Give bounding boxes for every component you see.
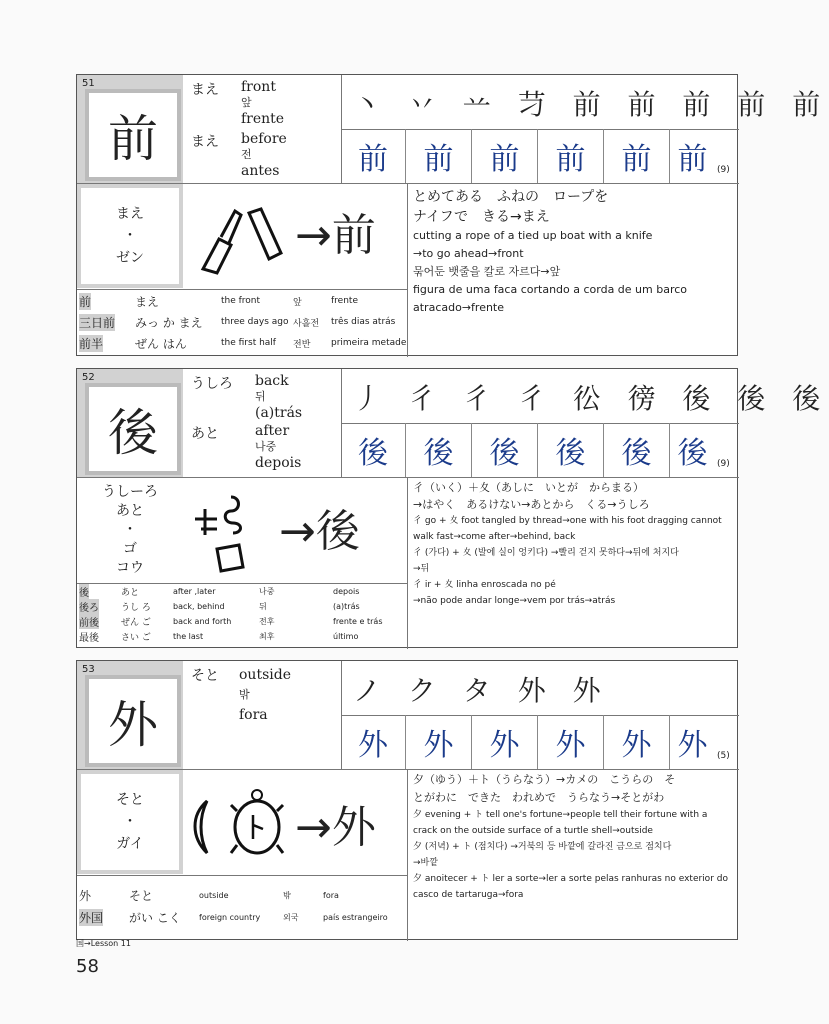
kanji-header-box <box>77 661 183 769</box>
vocab-list <box>77 583 407 649</box>
meaning-ko: 앞 <box>241 96 252 109</box>
kanji-header-box <box>77 75 183 183</box>
explanation-ko: 夕 (저녁) + ト (점치다) →거북의 등 바깥에 갈라진 금으로 점치다 <box>413 842 672 852</box>
meaning-reading: あと <box>191 426 219 442</box>
vocab-pt: (a)trás <box>333 601 360 611</box>
vocab-list <box>77 289 407 357</box>
vocab-pt: depois <box>333 586 360 596</box>
handwritten-kanji: 後 <box>471 423 537 477</box>
meaning-en: before <box>241 131 287 147</box>
meaning-reading: まえ <box>191 82 219 98</box>
handwritten-kanji: 後 <box>537 423 603 477</box>
handwritten-kanji: 前 <box>405 129 471 183</box>
meaning-reading: まえ <box>191 134 219 150</box>
explanation-en: →to go ahead→front <box>413 247 524 260</box>
ideograph-illustration <box>187 485 407 581</box>
ideograph-illustration <box>191 191 401 281</box>
vocab-pt: frente e trás <box>333 616 383 626</box>
vocab-word: 前 <box>79 294 92 309</box>
reading-kun: うしーろ <box>102 483 158 500</box>
kanji-card-53 <box>76 660 738 940</box>
vocab-reading: がい こく <box>129 910 181 925</box>
explanation-pt: 夕 anoitecer + ト ler a sorte→ler a sorte pelas ranhuras no exterior do <box>413 874 728 884</box>
vocab-row <box>77 583 407 599</box>
explanation-pt: 彳 ir + 夊 linha enroscada no pé <box>413 580 556 590</box>
vocab-row <box>77 628 407 644</box>
meaning-pt: frente <box>241 111 285 127</box>
reading-on: コウ <box>116 559 144 576</box>
meaning-en: after <box>255 423 290 439</box>
handwritten-kanji: 前 <box>603 129 669 183</box>
vocab-en: outside <box>199 890 229 900</box>
explanation-jp: →はやく あるけない→あとから くる→うしろ <box>413 498 650 511</box>
handwritten-kanji: 外 <box>405 715 471 769</box>
handwritten-kanji: 後 <box>669 423 715 477</box>
stroke-order: ノ ク タ 外 外 <box>353 674 610 707</box>
reading-separator: ・ <box>123 228 137 244</box>
explanation-pt: figura de uma faca cortando a corda de um barco <box>413 283 688 296</box>
explanation-pt: casco de tartaruga→fora <box>413 890 524 900</box>
vocab-pt: último <box>333 631 359 641</box>
explanation-ko: 묶어둔 뱃줄을 칼로 자르다→앞 <box>413 265 561 278</box>
ideograph-arrow-kanji: →後 <box>279 506 360 557</box>
reading-kun: まえ <box>116 206 144 222</box>
handwritten-practice-row <box>341 715 739 769</box>
handwritten-kanji: 外 <box>603 715 669 769</box>
footnote: 国→Lesson 11 <box>76 939 131 948</box>
vocab-ko: 전반 <box>293 339 311 350</box>
vocab-word: 外 <box>79 888 92 903</box>
vocab-pt: frente <box>331 296 358 306</box>
vocab-word: 後 <box>79 584 89 599</box>
meaning-pt: antes <box>241 163 280 179</box>
handwritten-practice-row <box>341 129 739 183</box>
kanji-header-box <box>77 369 183 477</box>
ideograph-arrow-kanji: →外 <box>295 802 376 853</box>
handwritten-kanji: 外 <box>358 728 388 763</box>
explanation-en: 夕 evening + ト tell one's fortune→people tell their fortune with a <box>413 810 708 820</box>
handwritten-kanji: 後 <box>603 423 669 477</box>
reading-on: ゴ <box>123 540 137 557</box>
explanation-en: cutting a rope of a tied up boat with a knife <box>413 229 653 242</box>
vocab-row <box>77 312 407 332</box>
explanation-en: crack on the outside surface of a turtle shell→outside <box>413 826 653 836</box>
reading-kun: そと <box>116 792 144 808</box>
vocab-ko: 외국 <box>283 912 299 922</box>
vocab-reading: まえ <box>135 294 160 309</box>
vocab-reading: みっ か まえ <box>135 315 203 330</box>
vocab-word: 後ろ <box>79 599 99 614</box>
meaning-ko: 나중 <box>255 440 277 453</box>
stroke-order: 丶 丷 䒑 䒒 前 前 前 前 前 <box>353 88 829 121</box>
vocab-reading: ぜん はん <box>135 336 187 351</box>
explanation-jp: ナイフで きる→まえ <box>413 209 550 225</box>
meaning-pt: fora <box>239 707 268 723</box>
vocab-word: 前後 <box>79 614 99 629</box>
kanji-card-52 <box>76 368 829 648</box>
vocab-reading: ぜん ご <box>121 617 151 628</box>
explanation <box>413 479 735 609</box>
meanings <box>189 79 339 179</box>
reading-kun: あと <box>116 502 144 519</box>
explanation-ko: →바깥 <box>413 858 438 868</box>
meaning-ko: 뒤 <box>255 390 266 403</box>
entry-number: 51 <box>82 78 95 89</box>
explanation-pt: →não pode andar longe→vem por trás→atrás <box>413 596 616 606</box>
vocab-word: 最後 <box>79 632 99 644</box>
vocab-en: back and forth <box>173 616 232 626</box>
stroke-order: 丿 彳 彳 彳 彸 徬 後 後 後 <box>353 382 829 415</box>
stroke-count: (9) <box>717 165 730 175</box>
entry-number: 52 <box>82 372 95 383</box>
handwritten-kanji: 外 <box>669 715 715 769</box>
vocab-en: the last <box>173 631 204 641</box>
explanation-jp: とがわに できた われめで うらなう→そとがわ <box>413 791 665 804</box>
vocab-pt: fora <box>323 890 339 900</box>
meaning-pt: depois <box>255 455 302 471</box>
handwritten-kanji: 前 <box>358 142 388 177</box>
handwritten-kanji: 後 <box>358 436 388 471</box>
explanation-en: 彳 go + 夊 foot tangled by thread→one with his foot dragging cannot <box>413 516 722 526</box>
vocab-en: the front <box>221 296 261 306</box>
explanation-pt: atracado→frente <box>413 301 505 314</box>
vocab-ko: 밖 <box>283 890 291 900</box>
vocab-reading: さい ご <box>121 632 151 643</box>
meaning-reading: そと <box>191 668 219 684</box>
vocab-en: foreign country <box>199 912 261 922</box>
meaning-ko: 밖 <box>239 688 250 701</box>
handwritten-kanji: 外 <box>471 715 537 769</box>
handwritten-kanji: 前 <box>471 129 537 183</box>
handwritten-kanji: 後 <box>405 423 471 477</box>
vocab-ko: 사흘전 <box>293 318 320 329</box>
vocab-ko: 앞 <box>293 297 302 308</box>
vocab-row <box>77 885 407 905</box>
vocab-row <box>77 333 407 353</box>
vocab-en: three days ago <box>221 317 289 327</box>
explanation-ko: 彳 (가다) + 夊 (발에 실이 엉키다) →빨리 걷지 못하다→뒤에 처지다 <box>413 548 679 558</box>
vocab-ko: 나중 <box>259 586 275 596</box>
kanji-character: 後 <box>85 383 181 475</box>
reading-on: ゼン <box>116 250 144 266</box>
tangled-foot-illustration <box>187 489 277 579</box>
explanation-jp: 夕（ゆう）＋ト（うらなう）→カメの こうらの そ <box>413 773 676 786</box>
stroke-count: (5) <box>717 751 730 761</box>
meaning-en: outside <box>239 667 291 683</box>
vocab-row <box>77 291 407 311</box>
reading-on: ガイ <box>116 836 144 852</box>
vocab-pt: primeira metade <box>331 338 407 348</box>
vocab-en: back, behind <box>173 601 225 611</box>
vocab-word: 外国 <box>79 910 104 925</box>
vocab-reading: そと <box>129 888 154 903</box>
kanji-card-51 <box>76 74 829 356</box>
knife-boat-illustration <box>191 199 291 279</box>
kanji-character: 外 <box>85 675 181 767</box>
handwritten-kanji: 前 <box>537 129 603 183</box>
readings-box <box>77 770 183 874</box>
reading-separator: ・ <box>123 814 137 830</box>
vocab-reading: あと <box>121 587 140 598</box>
explanation-ko: →뒤 <box>413 564 430 574</box>
reading-separator: ・ <box>123 521 137 538</box>
vocab-row <box>77 907 407 927</box>
kanji-character: 前 <box>85 89 181 181</box>
meaning-en: back <box>255 373 289 389</box>
moon-turtle-illustration <box>187 781 297 871</box>
vocab-word: 三日前 <box>79 315 116 330</box>
readings-box <box>77 478 183 582</box>
page-number: 58 <box>76 956 99 977</box>
explanation-jp: とめてある ふねの ロープを <box>413 189 609 205</box>
vocab-pt: três dias atrás <box>331 317 396 327</box>
handwritten-practice-row <box>341 423 739 477</box>
explanation-jp: 彳（いく）＋夊（あしに いとが からまる） <box>413 481 644 494</box>
vocab-en: the first half <box>221 338 276 348</box>
meaning-en: front <box>241 79 276 95</box>
explanation <box>413 187 735 317</box>
explanation-en: walk fast→come after→behind, back <box>413 532 576 542</box>
meanings <box>189 665 339 765</box>
stroke-count: (9) <box>717 459 730 469</box>
vocab-row <box>77 613 407 629</box>
meaning-ko: 전 <box>241 148 252 161</box>
ideograph-arrow-kanji: →前 <box>295 210 376 261</box>
meaning-reading: うしろ <box>191 376 233 392</box>
vocab-ko: 최후 <box>259 631 275 641</box>
vocab-reading: うし ろ <box>121 602 151 613</box>
vocab-ko: 전후 <box>259 616 275 626</box>
explanation <box>413 771 735 903</box>
readings-box <box>77 184 183 288</box>
ideograph-illustration <box>187 777 407 873</box>
vocab-en: after ,later <box>173 586 216 596</box>
handwritten-kanji: 外 <box>537 715 603 769</box>
vocab-list <box>77 875 407 941</box>
vocab-ko: 뒤 <box>259 601 267 611</box>
vocab-pt: país estrangeiro <box>323 912 388 922</box>
handwritten-kanji: 前 <box>669 129 715 183</box>
vocab-row <box>77 598 407 614</box>
entry-number: 53 <box>82 664 95 675</box>
meanings <box>189 373 339 473</box>
vocab-word: 前半 <box>79 336 104 351</box>
meaning-pt: (a)trás <box>255 405 303 421</box>
